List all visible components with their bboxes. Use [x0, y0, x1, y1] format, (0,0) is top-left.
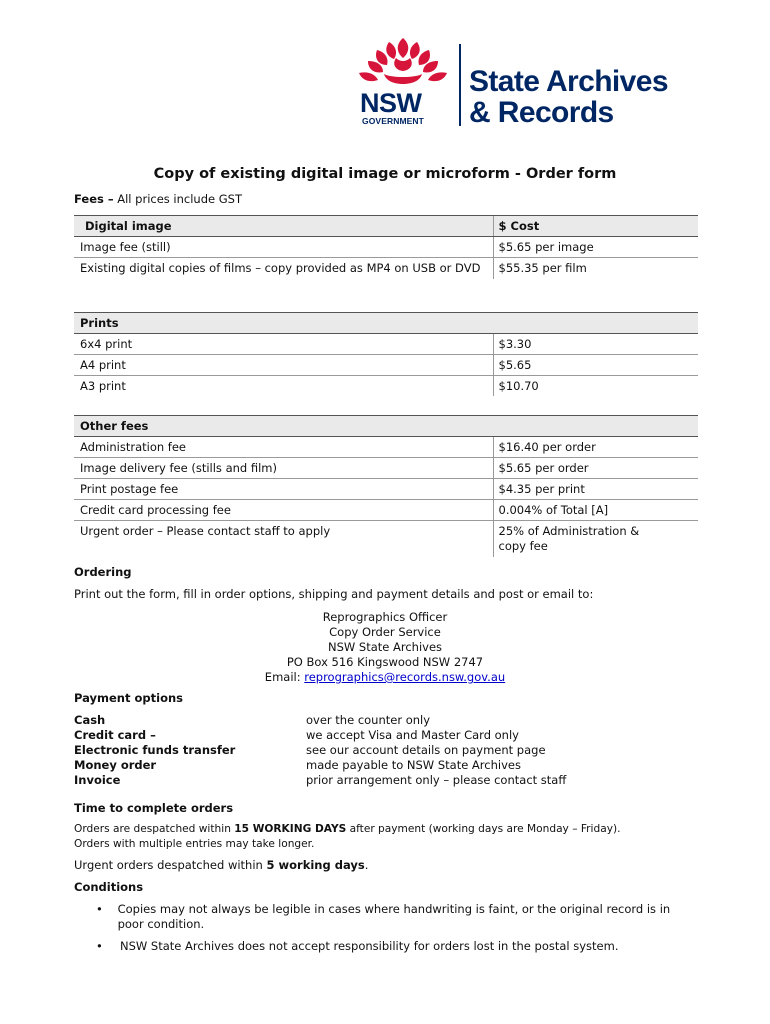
email-link[interactable]: reprographics@records.nsw.gov.au [304, 670, 506, 684]
condition-text: Copies may not always be legible in cases where handwriting is faint, or the original record is in poor condition. [117, 902, 671, 931]
despatch-pre: Orders are despatched within [74, 823, 231, 835]
cost-cell: 0.004% of Total [A] [493, 500, 698, 521]
item-cell: Image fee (still) [74, 237, 493, 258]
table-row [74, 334, 698, 355]
item-cell: A4 print [74, 355, 493, 376]
logo-divider [459, 44, 461, 126]
table-header-row [74, 216, 698, 237]
list-item [74, 713, 566, 728]
payment-method: Invoice [74, 773, 121, 787]
item-cell: Print postage fee [74, 479, 493, 500]
nsw-wordmark: NSW [360, 88, 422, 118]
payment-method: Money order [74, 758, 157, 772]
email-label: Email: [264, 670, 301, 684]
bullet-icon: • [96, 939, 103, 953]
payment-detail: see our account details on payment page [306, 743, 546, 757]
list-item [74, 728, 566, 743]
payment-detail: prior arrangement only – please contact staff [306, 773, 567, 787]
urgent-note [74, 858, 368, 872]
fees-intro [74, 192, 242, 206]
email-line [0, 670, 770, 685]
cost-cell: $3.30 [493, 334, 698, 355]
address-line: Copy Order Service [329, 625, 441, 639]
address-line: PO Box 516 Kingswood NSW 2747 [286, 655, 484, 669]
list-item [96, 902, 696, 932]
table-row [74, 500, 698, 521]
item-cell: Urgent order – Please contact staff to apply [80, 524, 331, 538]
list-item [96, 939, 696, 954]
cost-cell: 25% of Administration & copy fee [493, 521, 698, 558]
agency-name-line1: State Archives [469, 65, 668, 98]
nsw-state-archives-logo [356, 36, 701, 130]
cost-cell: $5.65 per image [493, 237, 698, 258]
condition-text: NSW State Archives does not accept responsibility for orders lost in the postal system. [120, 939, 619, 953]
table-row [74, 355, 698, 376]
table-row [74, 479, 698, 500]
cost-cell: $10.70 [493, 376, 698, 397]
despatch-days: 15 WORKING DAYS [234, 823, 347, 835]
list-item [74, 743, 566, 758]
other-fees-table [74, 415, 698, 557]
page-title: Copy of existing digital image or microform - Order form [153, 166, 617, 182]
conditions-heading: Conditions [74, 880, 144, 894]
column-header-item: Digital image [74, 216, 493, 237]
payment-options-list [74, 713, 566, 788]
multiple-entries-note: Orders with multiple entries may take longer. [74, 837, 315, 850]
address-line: Reprographics Officer [322, 610, 448, 624]
payment-method: Electronic funds transfer [74, 743, 236, 757]
payment-detail: over the counter only [306, 713, 431, 727]
section-heading: Other fees [74, 416, 698, 437]
urgent-post: . [364, 858, 369, 872]
item-cell: 6x4 print [74, 334, 493, 355]
despatch-note [74, 822, 620, 851]
table-row [74, 458, 698, 479]
despatch-post: after payment (working days are Monday – Friday). [349, 823, 621, 835]
list-item [74, 758, 566, 773]
table-row [74, 258, 698, 280]
address-line: NSW State Archives [327, 640, 443, 654]
section-header-row [74, 416, 698, 437]
item-cell: Image delivery fee (stills and film) [74, 458, 493, 479]
list-item [74, 773, 566, 788]
item-cell: Existing digital copies of films – copy provided as MP4 on USB or DVD [80, 261, 481, 275]
government-wordmark: GOVERNMENT [362, 116, 424, 126]
cost-cell: $16.40 per order [493, 437, 698, 458]
urgent-days: 5 working days [266, 858, 365, 872]
cost-cell: $5.65 per order [493, 458, 698, 479]
table-row [74, 237, 698, 258]
urgent-pre: Urgent orders despatched within [74, 858, 263, 872]
cost-cell: $55.35 per film [493, 258, 698, 280]
payment-method: Cash [74, 713, 106, 727]
fees-note: All prices include GST [117, 192, 242, 206]
time-heading: Time to complete orders [74, 801, 234, 815]
bullet-icon: • [96, 902, 103, 916]
table-row [74, 376, 698, 397]
payment-method: Credit card – [74, 728, 156, 742]
column-header-cost: $ Cost [493, 216, 698, 237]
cost-cell: $5.65 [493, 355, 698, 376]
payment-detail: made payable to NSW State Archives [306, 758, 521, 772]
payment-detail: we accept Visa and Master Card only [306, 728, 519, 742]
table-row [74, 521, 698, 558]
ordering-heading: Ordering [74, 565, 132, 579]
payment-heading: Payment options [74, 691, 183, 705]
despatch-line [74, 822, 620, 837]
cost-cell: $4.35 per print [493, 479, 698, 500]
table-row [74, 437, 698, 458]
postal-address [0, 610, 770, 685]
ordering-instruction: Print out the form, fill in order options, shipping and payment details and post or email to: [74, 587, 594, 601]
item-cell: A3 print [80, 379, 126, 393]
digital-image-table [74, 215, 698, 279]
item-cell: Administration fee [74, 437, 493, 458]
item-cell: Credit card processing fee [74, 500, 493, 521]
prints-table [74, 312, 698, 396]
section-heading: Prints [74, 313, 698, 334]
agency-name-line2: & Records [469, 96, 614, 129]
section-header-row [74, 313, 698, 334]
fees-label: Fees – [74, 192, 114, 206]
